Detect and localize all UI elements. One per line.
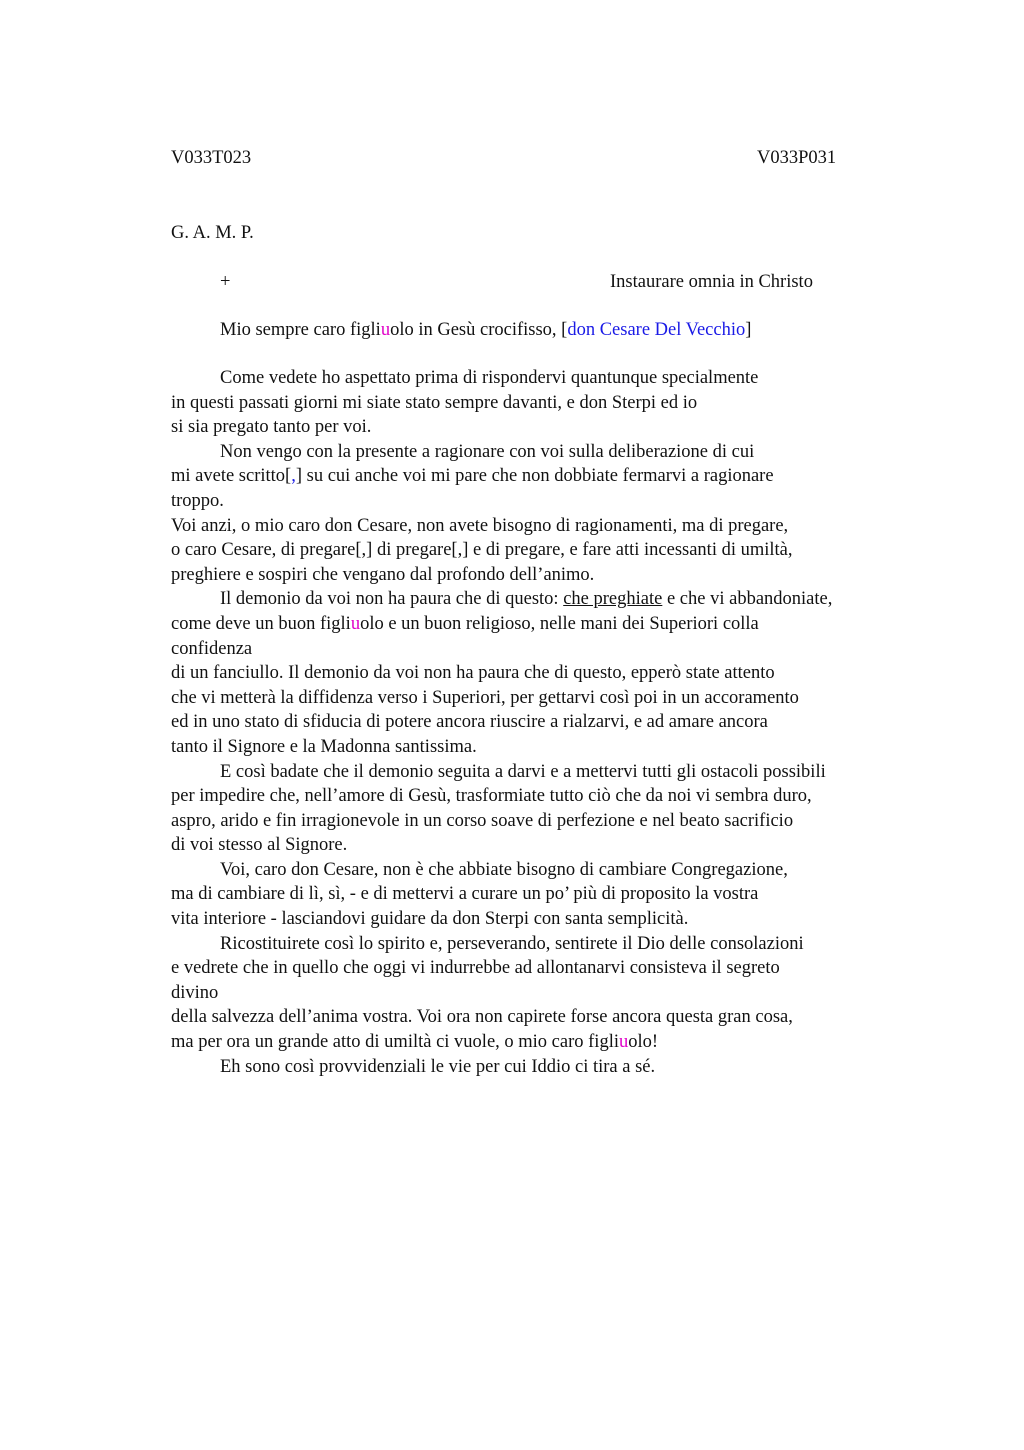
salutation-text: Mio sempre caro figli [220,320,381,340]
text-segment: come deve un buon figli [171,613,351,634]
text-line: E così badate che il demonio seguita a darvi e a mettervi tutti gli ostacoli possibili [220,761,826,782]
text-line [171,1030,916,1055]
text-line: della salvezza dell’anima vostra. Voi ora non capirete forse ancora questa gran cosa, [171,1007,793,1028]
text-line: ma di cambiare di lì, sì, - e di mettervi a curare un po’ più di proposito la vostra [171,884,759,905]
text-line: vita interiore - lasciandovi guidare da don Sterpi con santa semplicità. [171,909,689,930]
text-segment: ] su cui anche voi mi pare che non dobbiate fermarvi a ragionare [295,466,774,487]
text-line: preghiere e sospiri che vengano dal profondo dell’animo. [171,564,595,585]
text-line: divino [171,982,219,1003]
text-line: o caro Cesare, di pregare[,] di pregare[,] e di pregare, e fare atti incessanti di umiltà, [171,540,793,561]
text-segment: olo e un buon religioso, nelle mani dei Superiori colla [360,613,759,634]
text-line: di un fanciullo. Il demonio da voi non ha paura che di questo, epperò state attento [171,663,775,684]
text-line: troppo. [171,490,224,511]
text-line: di voi stesso al Signore. [171,835,348,856]
text-line: Come vedete ho aspettato prima di rispondervi quantunque specialmente [220,368,759,388]
text-segment: Il demonio da voi non ha paura che di questo: [220,589,564,610]
text-line: Ricostituirete così lo spirito e, perseverando, sentirete il Dio delle consolazioni [220,933,804,954]
editorial-correction: u [618,1032,629,1053]
document-code-left: V033T023 [171,148,252,168]
recipient-name: don Cesare Del Vecchio [567,320,746,340]
text-segment: e che vi abbandoniate, [662,589,833,610]
salutation [220,318,751,342]
text-line: in questi passati giorni mi siate stato sempre davanti, e don Sterpi ed io [171,392,698,413]
text-segment: mi avete scritto[ [171,466,292,487]
text-line: si sia pregato tanto per voi. [171,417,372,438]
letter-body [171,366,916,1079]
text-line: Voi, caro don Cesare, non è che abbiate bisogno di cambiare Congregazione, [220,859,788,880]
text-line: aspro, arido e fin irragionevole in un corso soave di perfezione e nel beato sacrificio [171,810,794,831]
text-line: ed in uno stato di sfiducia di potere ancora riuscire a rialzarvi, e ad amare ancora [171,712,768,733]
salutation-text: olo in Gesù crocifisso, [ [390,320,568,340]
text-segment: ma per ora un grande atto di umiltà ci vuole, o mio caro figli [171,1032,619,1053]
text-line [171,464,916,489]
salutation-text: ] [745,320,752,340]
text-line: e vedrete che in quello che oggi vi indurrebbe ad allontanarvi consisteva il segreto [171,958,780,979]
editorial-correction: , [291,466,296,487]
document-code-right: V033P031 [757,148,837,168]
text-line: confidenza [171,638,253,659]
text-line: per impedire che, nell’amore di Gesù, trasformiate tutto ciò che da noi vi sembra duro, [171,786,812,807]
text-line: tanto il Signore e la Madonna santissima. [171,736,477,757]
text-line: Non vengo con la presente a ragionare con voi sulla deliberazione di cui [220,441,755,462]
editorial-correction: u [350,613,361,634]
underlined-text: che preghiate [563,589,663,610]
text-line: Voi anzi, o mio caro don Cesare, non avete bisogno di ragionamenti, ma di pregare, [171,515,789,536]
text-segment: olo! [628,1032,659,1053]
text-line [171,587,916,612]
motto: Instaurare omnia in Christo [610,272,813,292]
editorial-correction: u [380,320,391,340]
text-line: Eh sono così provvidenziali le vie per cui Iddio ci tira a sé. [220,1056,656,1077]
text-line [171,612,916,637]
initials: G. A. M. P. [171,223,254,243]
text-line: che vi metterà la diffidenza verso i Superiori, per gettarvi così poi in un accoramento [171,687,799,708]
cross-symbol: + [220,272,231,292]
